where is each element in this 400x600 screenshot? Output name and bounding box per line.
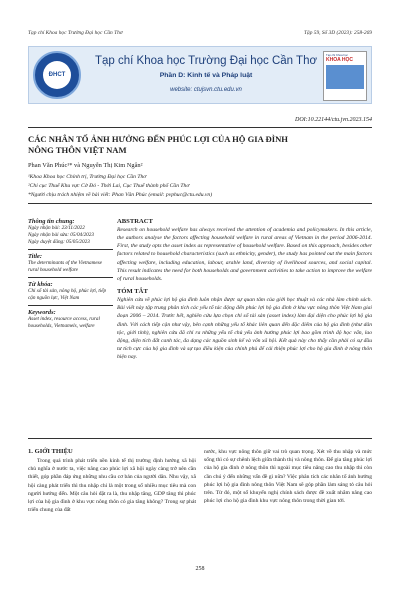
article-info-sidebar: [28, 218, 113, 330]
section-heading-intro: 1. GIỚI THIỆU: [28, 448, 73, 455]
body-column-left: [28, 448, 196, 515]
english-title-heading: Title:: [28, 253, 42, 261]
article-title-line1: CÁC NHÂN TỐ ẢNH HƯỞNG ĐẾN PHÚC LỢI CỦA HỘ GIA ĐÌNH: [28, 134, 288, 144]
info-heading: Thông tin chung:: [28, 218, 75, 225]
affiliation-2: ²Chi cục Thuế Khu vực Cờ Đỏ - Thới Lai, Cục Thuế thành phố Cần Thơ: [28, 183, 190, 189]
running-header-volume: Tập 59, Số 3D (2023): 258-269: [304, 30, 372, 36]
corresponding-author: *Người chịu trách nhiệm về bài viết: Phan Văn Phúc (email: pvphuc@ctu.edu.vn): [28, 192, 213, 198]
article-title-line2: NÔNG THÔN VIỆT NAM: [28, 145, 127, 156]
keywords-vi: Chi số tài sản, nông hộ, phúc lợi, tiếp cận nguồn lực, Việt Nam: [28, 288, 107, 302]
university-logo-icon: [33, 51, 81, 99]
cover-title: Tạp chí Khoa học: [326, 53, 348, 57]
intro-paragraph-1: Trong quá trình phát triển nền kinh tế thị trường định hướng xã hội chủ nghĩa ở nước ta, việc nâng cao phúc lợi xã hội ngày càng trở nên cần thiết, góp phần đáp ứng những nhu cầu cơ bản của người dân. Nhu vậy, xã hội càng phát triển thì thu nhập chi là một trong số nhiều mục tiêu mà con người hướng đến. Một câu hỏi đặt ra là, thu nhập tăng, GDP tăng thì phúc lợi của hộ gia đình ở khu vực nông thôn có gia tăng không? Trong sự phát triển chung của đất: [28, 458, 196, 514]
journal-cover-thumbnail: [323, 51, 367, 101]
banner-subtitle: Phần D: Kinh tế và Pháp luật: [159, 72, 253, 79]
english-title: The determinants of the Vietnamese rural household welfare: [28, 260, 102, 274]
body-column-right: [204, 448, 372, 506]
affiliation-divider: [28, 203, 372, 204]
sidebar-divider: [28, 305, 113, 306]
header-divider: [28, 127, 372, 128]
revised-date: Ngày nhận bài sửa: 05/04/2023: [28, 232, 94, 239]
article-title: [28, 134, 328, 156]
keywords-vi-heading: Từ khóa:: [28, 281, 53, 289]
tomtat-text: Nghiên cứu về phúc lợi hộ gia đình luôn nhận được sự quan tâm của giới học thuật và các nhà làm chính sách. Bài viết này tập trung phân tích các yếu tố tác động đến phúc lợi hộ gia đình ở khu vực nông thôn Việt Nam giai đoạn 2006 – 2014. Trước hết, nghiên cứu lựa chọn chỉ số tài sản (asset index) làm đại diện cho phúc lợi hộ gia đình. Với cách tiếp cận như vậy, bên cạnh những yếu tố khác liên quan đến đặc điểm của hộ gia đình (như dân tộc, giới tính), nghiên cứu đã chỉ ra những yếu tố chủ yếu ảnh hưởng phúc lợi bao gồm trình độ học vấn, lao động, diện tích đất canh tác, đa dạng các nguồn sinh kế và vốn xã hội. Kết quả này cho thấy cần phải có sự đầu tư tích cực của hộ gia đình và sự tạo điều kiện của chính phủ để cải thiện phúc lợi cho hộ gia đình ở nông thôn hiện nay.: [117, 297, 372, 361]
banner-title: Tạp chí Khoa học Trường Đại học Cần Thơ: [94, 55, 317, 67]
accepted-date: Ngày duyệt đăng: 05/05/2023: [28, 239, 90, 246]
abstract-divider: [28, 438, 372, 439]
sidebar-divider: [28, 249, 113, 250]
keywords-en: Asset index, resource access, rural households, Vietnamels, welfare: [28, 316, 100, 330]
university-logo-text: ĐHCT: [43, 61, 71, 89]
running-header-journal: Tạp chí Khoa học Trường Đại học Cần Thơ: [28, 30, 123, 36]
doi-link[interactable]: DOI:10.22144/ctu.jvn.2023.154: [295, 117, 372, 123]
banner-website: website: ctujsvn.ctu.edu.vn: [170, 87, 242, 93]
received-date: Ngày nhận bài: 23/11/2022: [28, 225, 85, 231]
cover-image-icon: [326, 65, 364, 89]
intro-paragraph-2: nước, khu vực nông thôn giữ vai trò quan trọng. Xét về thu nhập và mức sống thì có sự chênh lệch giữa thành thị và nông thôn. Để gia tăng phúc lợi của hộ gia đình ở nông thôn thì ngoài mục tiêu nâng cao thu nhập thì còn cần chú ý đến những vấn đề gì nữa? Việc phân tích các nhân tố ảnh hưởng phúc lợi hộ gia đình nông thôn Việt Nam sẽ góp phần làm sáng tỏ câu hỏi trên. Từ đó, một số khuyến nghị chính sách được đề xuất nhằm nâng cao phúc lợi cho hộ gia đình khu vực nông thôn trong thời gian tới.: [204, 449, 372, 505]
tomtat-heading: TÓM TẮT: [117, 288, 148, 296]
abstract-text: Research on household welfare has always received the attention of academia and policymakers. In this article, the authors analyse the factors affecting household welfare in rural areas of Vietnam in the period 2006-2014. First, the study opts the asset index as representative of household welfare. Based on this approach, besides other factors related to household characteristics (such as ethnicity, gender), the study has pointed out the main factors affecting welfare, including education, labour, arable land, diversity of livelihood sources, and social capital. This result indicates the need for both households and government activities to take action to improve the welfare of rural households.: [117, 227, 372, 282]
sidebar-divider: [28, 277, 113, 278]
abstract-section: [117, 218, 372, 361]
page-number: 258: [195, 566, 205, 572]
abstract-heading: ABSTRACT: [117, 218, 153, 225]
author-list: Phan Văn Phúc¹* và Nguyễn Thị Kim Ngân²: [28, 162, 143, 169]
affiliation-1: ¹Khoa Khoa học Chính trị, Trường Đại học Cần Thơ: [28, 174, 147, 180]
journal-banner: [28, 46, 372, 104]
keywords-en-heading: Keywords:: [28, 309, 56, 317]
cover-label: KHOA HỌC: [326, 57, 354, 64]
running-header: [28, 30, 372, 36]
